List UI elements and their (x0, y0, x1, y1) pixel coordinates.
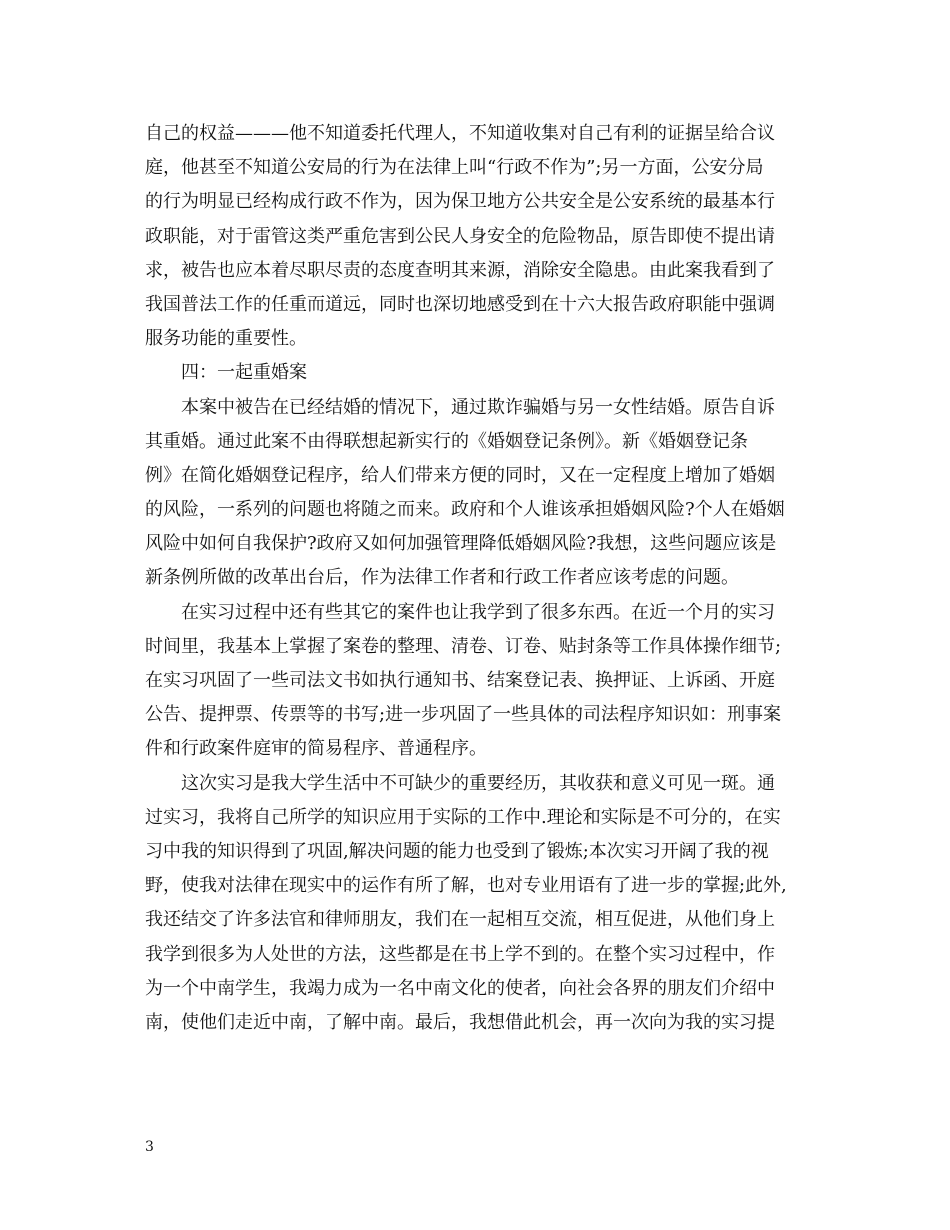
text-line: 在实习巩固了一些司法文书如执行通知书、结案登记表、换押证、上诉函、开庭 (145, 670, 775, 691)
text-line: 我还结交了许多法官和律师朋友，我们在一起相互交流，相互促进，从他们身上 (145, 909, 775, 931)
text-line: 例》在简化婚姻登记程序，给人们带来方便的同时，又在一定程度上增加了婚姻 (145, 464, 775, 486)
page-number: 3 (145, 1139, 154, 1155)
text-line: 件和行政案件庭审的简易程序、普通程序。 (145, 738, 487, 760)
text-line: 公告、提押票、传票等的书写;进一步巩固了一些具体的司法程序知识如：刑事案 (145, 704, 782, 726)
text-line: 我国普法工作的任重而道远，同时也深切地感受到在十六大报告政府职能中强调 (145, 293, 775, 315)
text-line: 这次实习是我大学生活中不可缺少的重要经历，其收获和意义可见一斑。通 (181, 772, 775, 794)
text-line: 的风险，一系列的问题也将随之而来。政府和个人谁该承担婚姻风险?个人在婚姻 (145, 499, 785, 521)
text-line: 风险中如何自我保护?政府又如何加强管理降低婚姻风险?我想，这些问题应该是 (145, 533, 777, 555)
text-line: 服务功能的重要性。 (145, 328, 307, 350)
text-line: 庭，他甚至不知道公安局的行为在法律上叫“行政不作为”;另一方面，公安分局 (145, 157, 764, 179)
text-line: 时间里，我基本上掌握了案卷的整理、清卷、订卷、贴封条等工作具体操作细节; (145, 635, 782, 657)
text-line: 在实习过程中还有些其它的案件也让我学到了很多东西。在近一个月的实习 (181, 601, 775, 623)
text-line: 为一个中南学生，我竭力成为一名中南文化的使者，向社会各界的朋友们介绍中 (145, 977, 775, 999)
text-line: 野，使我对法律在现实中的运作有所了解，也对专业用语有了进一步的掌握;此外, (145, 875, 787, 897)
text-line: 过实习，我将自己所学的知识应用于实际的工作中.理论和实际是不可分的，在实 (145, 806, 781, 828)
body-text (145, 117, 809, 1040)
text-line: 四：一起重婚案 (181, 362, 307, 384)
text-line: 我学到很多为人处世的方法，这些都是在书上学不到的。在整个实习过程中，作 (145, 943, 775, 965)
text-line: 习中我的知识得到了巩固,解决问题的能力也受到了锻炼;本次实习开阔了我的视 (145, 840, 769, 862)
text-line: 政职能，对于雷管这类严重危害到公民人身安全的危险物品，原告即使不提出请 (145, 225, 775, 247)
text-line: 新条例所做的改革出台后，作为法律工作者和行政工作者应该考虑的问题。 (145, 567, 739, 589)
text-line: 南，使他们走近中南，了解中南。最后，我想借此机会，再一次向为我的实习提 (145, 1011, 775, 1033)
text-line: 的行为明显已经构成行政不作为，因为保卫地方公共安全是公安系统的最基本行 (145, 191, 775, 213)
text-line: 其重婚。通过此案不由得联想起新实行的《婚姻登记条例》。新《婚姻登记条 (145, 430, 748, 452)
text-line: 本案中被告在已经结婚的情况下，通过欺诈骗婚与另一女性结婚。原告自诉 (181, 396, 775, 418)
text-line: 自己的权益———他不知道委托代理人，不知道收集对自己有利的证据呈给合议 (145, 123, 775, 144)
text-line: 求，被告也应本着尽职尽责的态度查明其来源，消除安全隐患。由此案我看到了 (145, 259, 775, 281)
